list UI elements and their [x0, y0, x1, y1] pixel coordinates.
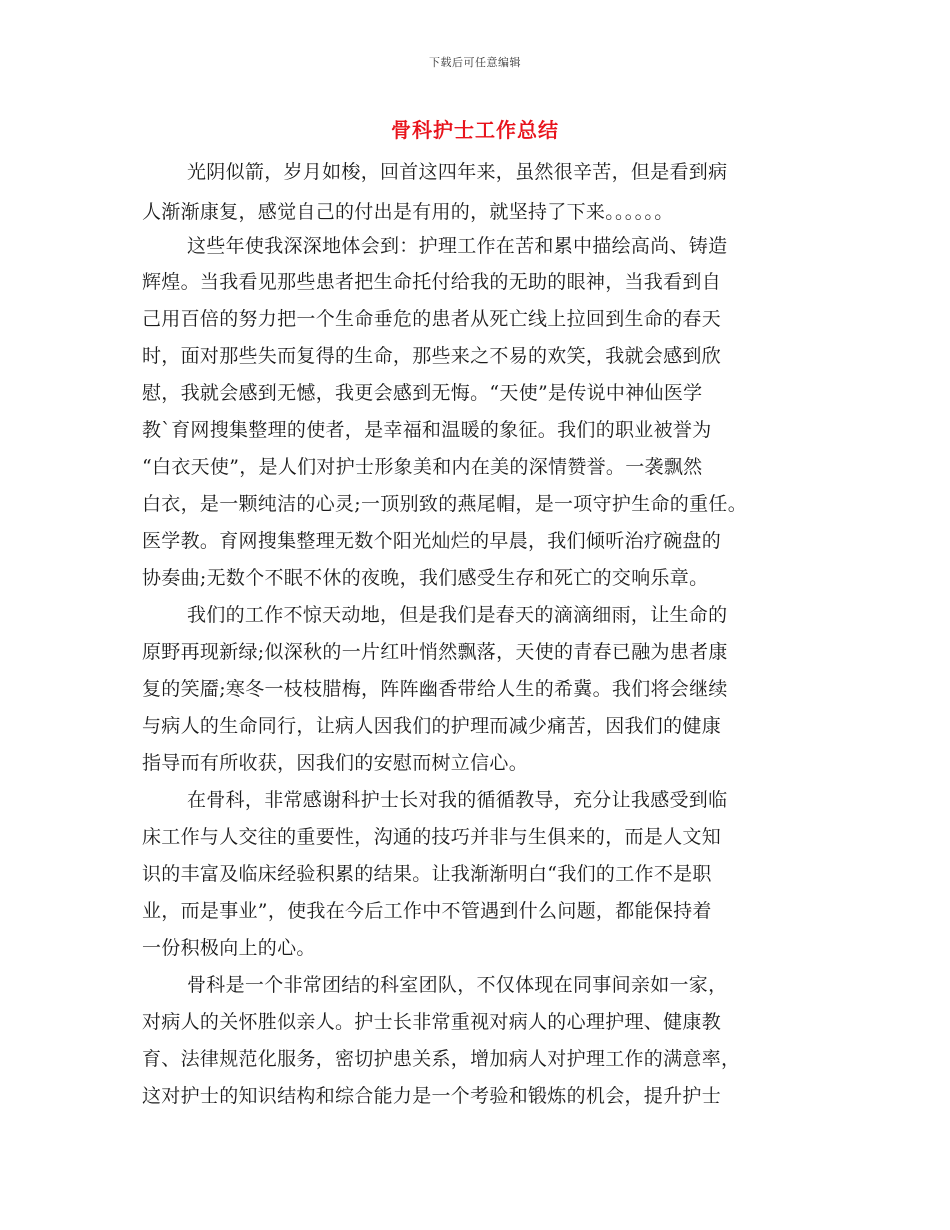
body-line: 原野再现新绿;似深秋的一片红叶悄然飘落，天使的青春已融为患者康 [142, 641, 728, 663]
body-line: 指导而有所收获，因我们的安慰而树立信心。 [142, 752, 529, 774]
body-line: 时，面对那些失而复得的生命，那些来之不易的欢笑，我就会感到欣 [142, 345, 722, 367]
body-line: 一份积极向上的心。 [142, 937, 316, 959]
body-line: 人渐渐康复，感觉自己的付出是有用的，就坚持了下来。。。。。。 [142, 201, 674, 223]
page-header-note: 下载后可任意编辑 [429, 56, 521, 69]
body-line: 教`育网搜集整理的使者，是幸福和温暖的象征。我们的职业被誉为 [142, 419, 712, 441]
body-line: 复的笑靥;寒冬一枝枝腊梅，阵阵幽香带给人生的希冀。我们将会继续 [142, 678, 728, 700]
body-line: 对病人的关怀胜似亲人。护士长非常重视对病人的心理护理、健康教 [142, 1011, 722, 1033]
body-line: 医学教。育网搜集整理无数个阳光灿烂的早晨，我们倾听治疗碗盘的 [142, 530, 722, 552]
body-line: 育、法律规范化服务，密切护患关系，增加病人对护理工作的满意率， [142, 1048, 741, 1070]
body-line: 这些年使我深深地体会到：护理工作在苦和累中描绘高尚、铸造 [187, 235, 728, 257]
document-title: 骨科护士工作总结 [391, 118, 559, 142]
body-line: 识的丰富及临床经验积累的结果。让我渐渐明白“我们的工作不是职 [142, 863, 712, 885]
body-line: 辉煌。当我看见那些患者把生命托付给我的无助的眼神，当我看到自 [142, 271, 722, 293]
body-line: 这对护士的知识结构和综合能力是一个考验和锻炼的机会，提升护士 [142, 1085, 722, 1107]
body-line: 骨科是一个非常团结的科室团队，不仅体现在同事间亲如一家， [187, 974, 728, 996]
body-line: 慰，我就会感到无憾，我更会感到无悔。“天使”是传说中神仙医学 [142, 382, 703, 404]
body-line: 我们的工作不惊天动地，但是我们是春天的滴滴细雨，让生命的 [187, 604, 728, 626]
body-line: 光阴似箭，岁月如梭，回首这四年来，虽然很辛苦，但是看到病 [187, 161, 728, 183]
body-line: 白衣，是一颗纯洁的心灵;一顶别致的燕尾帽，是一项守护生命的重任。 [142, 493, 748, 515]
body-line: 业，而是事业”，使我在今后工作中不管遇到什么问题，都能保持着 [142, 900, 712, 922]
body-line: 在骨科，非常感谢科护士长对我的循循教导，充分让我感受到临 [187, 789, 728, 811]
body-line: 与病人的生命同行，让病人因我们的护理而减少痛苦，因我们的健康 [142, 715, 722, 737]
body-line: 己用百倍的努力把一个生命垂危的患者从死亡线上拉回到生命的春天 [142, 308, 722, 330]
body-line: 协奏曲;无数个不眠不休的夜晚，我们感受生存和死亡的交响乐章。 [142, 567, 709, 589]
body-line: “白衣天使”，是人们对护士形象美和内在美的深情赞誉。一袭飘然 [142, 456, 703, 478]
body-line: 床工作与人交往的重要性，沟通的技巧并非与生俱来的，而是人文知 [142, 826, 722, 848]
